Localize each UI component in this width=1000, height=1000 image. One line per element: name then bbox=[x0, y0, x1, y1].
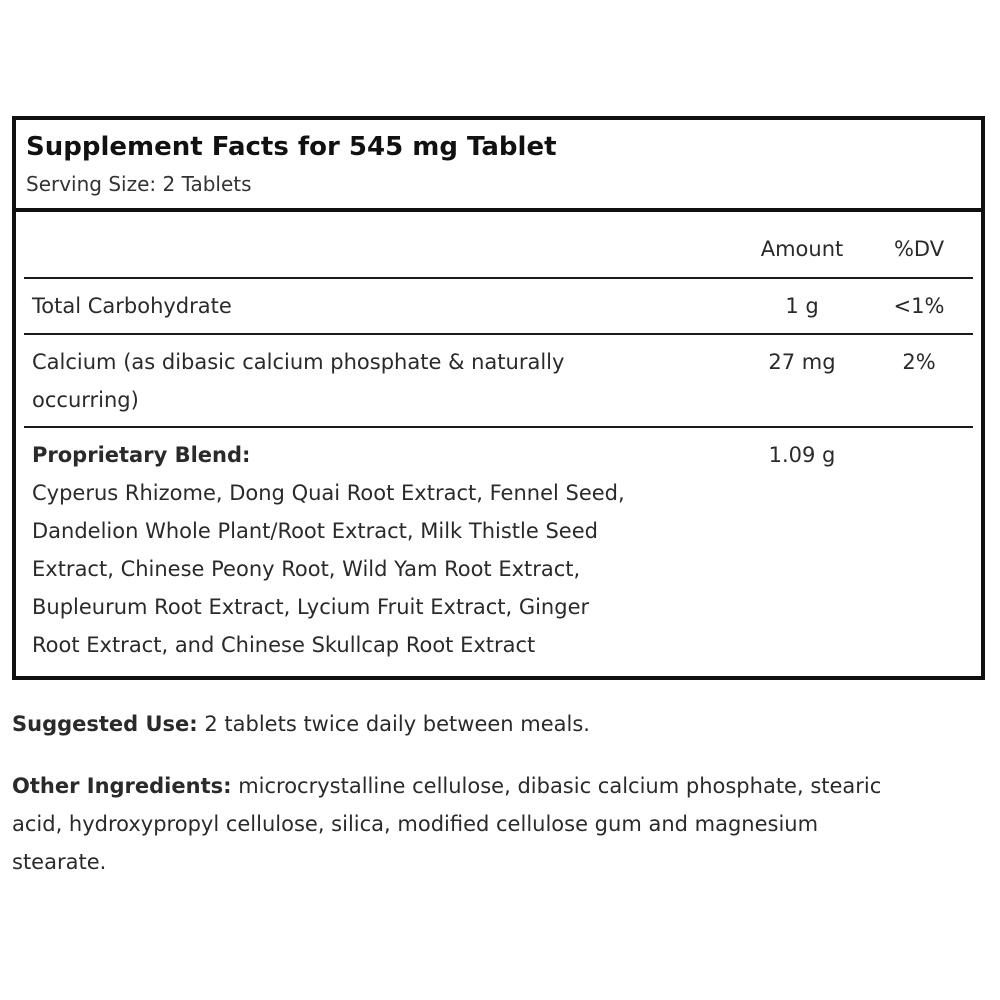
nutrient-name-calcium-line1: Calcium (as dibasic calcium phosphate & naturally bbox=[32, 350, 565, 374]
proprietary-blend-label: Proprietary Blend: bbox=[32, 443, 251, 467]
blend-ingredients-line: Bupleurum Root Extract, Lycium Fruit Extract, Ginger bbox=[32, 595, 590, 619]
nutrient-name-total-carbohydrate: Total Carbohydrate bbox=[32, 294, 232, 318]
facts-title: Supplement Facts for 545 mg Tablet bbox=[26, 132, 557, 162]
facts-header bbox=[16, 120, 981, 212]
divider bbox=[24, 277, 973, 279]
blend-ingredients-line: Dandelion Whole Plant/Root Extract, Milk Thistle Seed bbox=[32, 519, 598, 543]
nutrient-amount-calcium: 27 mg bbox=[768, 350, 836, 374]
other-ingredients bbox=[12, 767, 992, 881]
other-ingredients-label: Other Ingredients: bbox=[12, 774, 232, 798]
divider bbox=[24, 333, 973, 335]
divider bbox=[24, 426, 973, 428]
proprietary-blend-ingredients bbox=[32, 474, 732, 664]
other-ingredients-line: stearate. bbox=[12, 850, 107, 874]
other-ingredients-line bbox=[12, 767, 992, 805]
supplement-facts-panel bbox=[12, 116, 985, 680]
nutrient-dv-calcium: 2% bbox=[902, 350, 936, 374]
suggested-use-label: Suggested Use: bbox=[12, 712, 198, 736]
nutrient-amount-total-carbohydrate: 1 g bbox=[785, 294, 819, 318]
serving-size: Serving Size: 2 Tablets bbox=[26, 172, 252, 196]
nutrient-name-calcium-line2: occurring) bbox=[32, 388, 139, 412]
blend-ingredients-line: Extract, Chinese Peony Root, Wild Yam Root Extract, bbox=[32, 557, 581, 581]
column-header-amount: Amount bbox=[760, 237, 844, 261]
column-header-dv: %DV bbox=[893, 237, 945, 261]
blend-ingredients-line: Cyperus Rhizome, Dong Quai Root Extract, Fennel Seed, bbox=[32, 481, 625, 505]
other-ingredients-line: acid, hydroxypropyl cellulose, silica, modified cellulose gum and magnesium bbox=[12, 812, 819, 836]
blend-ingredients-line: Root Extract, and Chinese Skullcap Root Extract bbox=[32, 633, 536, 657]
suggested-use bbox=[12, 705, 992, 743]
other-ingredients-text: microcrystalline cellulose, dibasic calcium phosphate, stearic bbox=[231, 774, 882, 798]
proprietary-blend-amount: 1.09 g bbox=[768, 443, 836, 467]
nutrient-dv-total-carbohydrate: <1% bbox=[893, 294, 945, 318]
suggested-use-text: 2 tablets twice daily between meals. bbox=[197, 712, 590, 736]
